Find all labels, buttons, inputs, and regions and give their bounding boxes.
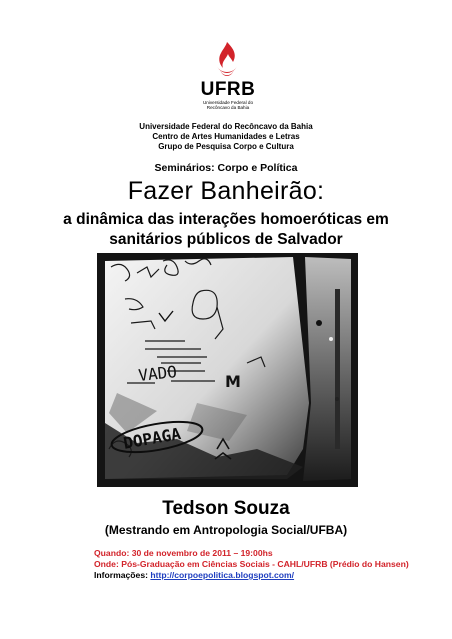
graffiti-text-dopaga: DOPAGA bbox=[121, 424, 183, 453]
graffiti-text-m: M bbox=[225, 372, 241, 391]
blog-link[interactable]: http://corpoepolitica.blogspot.com/ bbox=[150, 570, 295, 580]
logo-subtitle-line2: Recôncavo da Bahia bbox=[206, 105, 250, 110]
event-location bbox=[94, 559, 409, 570]
institution-center: Centro de Artes Humanidades e Letras bbox=[152, 132, 300, 141]
when-label: Quando: bbox=[94, 548, 130, 558]
event-title: Fazer Banheirão: bbox=[127, 177, 325, 205]
graffiti-text-vado: VADO bbox=[137, 362, 178, 385]
research-group: Grupo de Pesquisa Corpo e Cultura bbox=[158, 142, 294, 151]
speaker-affiliation: (Mestrando em Antropologia Social/UFBA) bbox=[104, 523, 348, 537]
when-value: 30 de novembro de 2011 – 19:00hs bbox=[131, 548, 273, 558]
institution-name: Universidade Federal do Recôncavo da Bahia bbox=[139, 122, 313, 131]
seminar-series: Seminários: Corpo e Política bbox=[154, 162, 298, 174]
graffiti-photo-art bbox=[97, 253, 358, 487]
event-date bbox=[94, 548, 273, 559]
event-info bbox=[94, 570, 294, 581]
speaker-name: Tedson Souza bbox=[162, 498, 290, 519]
logo-subtitle bbox=[196, 100, 260, 110]
logo-subtitle-line1: Universidade Federal do bbox=[202, 100, 254, 105]
where-label: Onde: bbox=[94, 559, 119, 569]
where-value: Pós-Graduação em Ciências Sociais - CAHL/UFRB (Prédio do Hansen) bbox=[121, 559, 409, 569]
flame-icon bbox=[212, 40, 242, 80]
event-subtitle-line1: a dinâmica das interações homoeróticas em bbox=[63, 211, 389, 228]
info-label: Informações: bbox=[94, 570, 148, 580]
logo-wordmark: UFRB bbox=[200, 79, 256, 100]
graffiti-photo bbox=[97, 253, 358, 487]
event-subtitle-line2: sanitários públicos de Salvador bbox=[109, 231, 343, 248]
ufrb-logo bbox=[196, 40, 260, 112]
